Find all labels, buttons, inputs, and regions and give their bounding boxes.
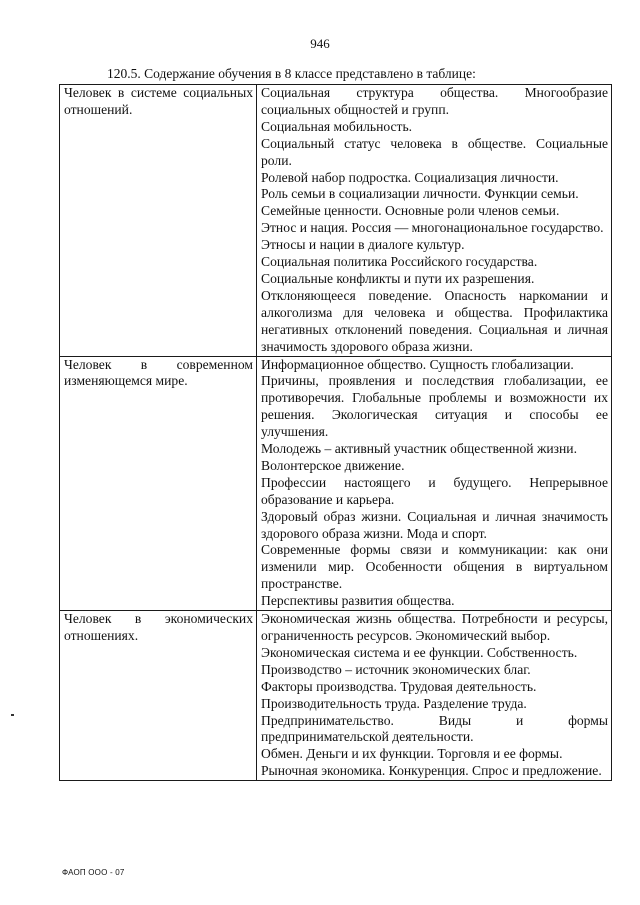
content-item: Факторы производства. Трудовая деятельность.	[261, 678, 537, 694]
table-row	[60, 611, 612, 781]
content-item: Обмен. Деньги и их функции. Торговля и ее формы.	[261, 746, 563, 762]
table-row	[60, 85, 612, 357]
content-item: Волонтерское движение.	[261, 457, 405, 473]
topic-cell	[60, 85, 257, 357]
content-item: Предпринимательство. Виды и формы предпринимательской деятельности.	[261, 712, 608, 745]
content-item: Роль семьи в социализации личности. Функции семьи.	[261, 186, 579, 202]
content-cell	[257, 611, 612, 781]
content-item: Профессии настоящего и будущего. Непрерывное образование и карьера.	[261, 474, 608, 507]
content-item: Социальные конфликты и пути их разрешения.	[261, 270, 535, 286]
content-item: Информационное общество. Сущность глобализации.	[261, 356, 574, 372]
table-body	[60, 85, 612, 781]
content-cell	[257, 356, 612, 611]
content-item: Семейные ценности. Основные роли членов семьи.	[261, 203, 560, 219]
scan-speck	[11, 714, 14, 716]
topic-title: Человек в экономических отношениях.	[64, 611, 253, 643]
content-item: Производительность труда. Разделение труда.	[261, 695, 527, 711]
topic-cell	[60, 611, 257, 781]
content-item: Производство – источник экономических благ.	[261, 661, 531, 677]
content-item: Социальная политика Российского государства.	[261, 254, 538, 270]
content-item: Здоровый образ жизни. Социальная и личная значимость здорового образа жизни. Мода и спорт.	[261, 508, 608, 541]
content-item: Социальный статус человека в обществе. Социальные роли.	[261, 135, 608, 168]
topic-title: Человек в современном изменяющемся мире.	[64, 356, 253, 389]
content-item: Причины, проявления и последствия глобализации, ее противоречия. Глобальные проблемы и возможности их решения. Экологическая ситуация и способы ее улучшения.	[261, 373, 608, 440]
content-item: Ролевой набор подростка. Социализация личности.	[261, 169, 559, 185]
topic-title: Человек в системе социальных отношений.	[64, 85, 253, 117]
table-row	[60, 356, 612, 611]
topic-cell	[60, 356, 257, 611]
content-item: Социальная мобильность.	[261, 118, 413, 134]
content-item: Современные формы связи и коммуникации: как они изменили мир. Особенности общения в виртуальном пространстве.	[261, 542, 608, 592]
content-item: Экономическая жизнь общества. Потребности и ресурсы, ограниченность ресурсов. Экономический выбор.	[261, 611, 608, 643]
content-item: Отклоняющееся поведение. Опасность наркомании и алкоголизма для человека и общества. Профилактика негативных отклонений поведения. Социальная и личная значимость здорового образа жизни.	[261, 287, 608, 354]
content-item: Рыночная экономика. Конкуренция. Спрос и предложение.	[261, 763, 602, 779]
content-item: Перспективы развития общества.	[261, 593, 455, 609]
content-item: Социальная структура общества. Многообразие социальных общностей и групп.	[261, 85, 608, 117]
content-table	[59, 84, 612, 781]
section-intro: 120.5. Содержание обучения в 8 классе представлено в таблице:	[107, 66, 476, 81]
content-item: Молодежь – активный участник общественной жизни.	[261, 441, 577, 457]
content-item: Экономическая система и ее функции. Собственность.	[261, 644, 578, 660]
content-cell	[257, 85, 612, 357]
content-item: Этносы и нации в диалоге культур.	[261, 237, 465, 253]
document-footer: ФАОП ООО - 07	[62, 868, 125, 877]
content-item: Этнос и нация. Россия — многонациональное государство.	[261, 220, 604, 236]
page-number: 946	[310, 36, 330, 51]
